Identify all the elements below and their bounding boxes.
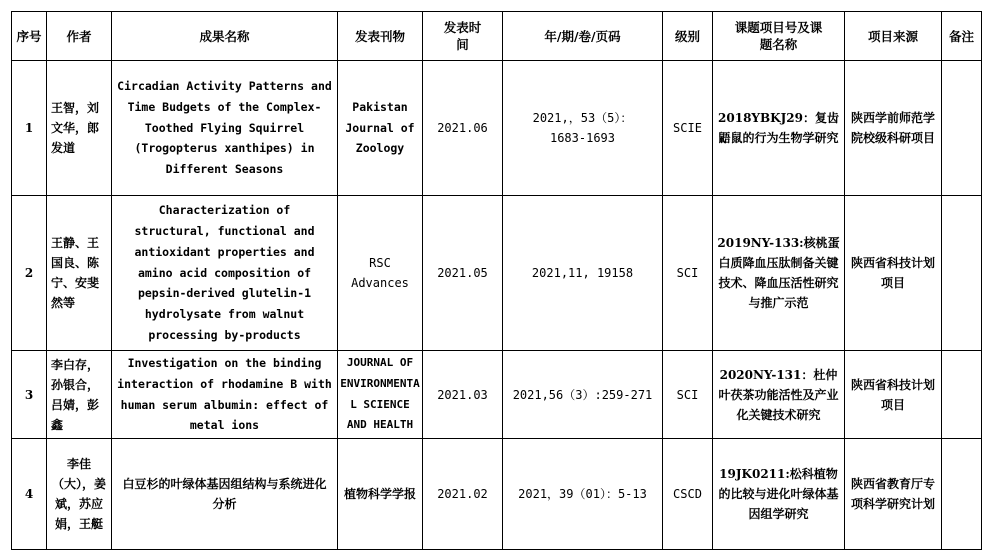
row-pub-time: 2021.03 <box>423 351 503 439</box>
row-project: 2018YBKJ29：复齿鼯鼠的行为生物学研究 <box>713 61 845 196</box>
row-source: 陕西学前师范学院校级科研项目 <box>845 61 942 196</box>
row-pub-time: 2021.06 <box>423 61 503 196</box>
row-issue: 2021,，53（5）：1683-1693 <box>503 61 663 196</box>
table-row <box>12 196 982 351</box>
row-remark <box>942 61 982 196</box>
row-issue: 2021,56（3）:259-271 <box>503 351 663 439</box>
row-level: SCIE <box>663 61 713 196</box>
row-title: Characterization of structural, functional and antioxidant properties and amino acid composition of pepsin-derived glutelin-1 hydrolysate from walnut processing by-products <box>112 196 338 351</box>
table-row <box>12 439 982 550</box>
header-row <box>12 12 982 61</box>
row-author: 李佳（大），姜斌，苏应娟，王艇 <box>47 439 112 550</box>
header-author: 作者 <box>47 12 112 61</box>
row-journal: JOURNAL OF ENVIRONMENTAL SCIENCE AND HEALTH <box>338 351 423 439</box>
header-project: 课题项目号及课题名称 <box>713 12 845 61</box>
row-seq: 4 <box>12 439 47 550</box>
header-level: 级别 <box>663 12 713 61</box>
row-issue: 2021，39（01）：5-13 <box>503 439 663 550</box>
row-project: 2020NY-131：杜仲叶茯茶功能活性及产业化关键技术研究 <box>713 351 845 439</box>
row-project: 2019NY-133:核桃蛋白质降血压肽制备关键技术、降血压活性研究与推广示范 <box>713 196 845 351</box>
row-source: 陕西省科技计划项目 <box>845 351 942 439</box>
row-source: 陕西省科技计划项目 <box>845 196 942 351</box>
row-project: 19JK0211:松科植物的比较与进化叶绿体基因组学研究 <box>713 439 845 550</box>
row-seq: 3 <box>12 351 47 439</box>
header-title: 成果名称 <box>112 12 338 61</box>
header-remark: 备注 <box>942 12 982 61</box>
table-row <box>12 351 982 439</box>
row-author: 李白存，孙银合，吕婧，彭鑫 <box>47 351 112 439</box>
row-pub-time: 2021.05 <box>423 196 503 351</box>
row-remark <box>942 439 982 550</box>
row-author: 王智，刘文华，郎发道 <box>47 61 112 196</box>
row-remark <box>942 351 982 439</box>
row-level: CSCD <box>663 439 713 550</box>
header-issue: 年/期/卷/页码 <box>503 12 663 61</box>
row-title: Investigation on the binding interaction of rhodamine B with human serum albumin: effect of metal ions <box>112 351 338 439</box>
row-journal: Pakistan Journal of Zoology <box>338 61 423 196</box>
row-remark <box>942 196 982 351</box>
header-journal: 发表刊物 <box>338 12 423 61</box>
header-pub-time: 发表时间 <box>423 12 503 61</box>
row-seq: 1 <box>12 61 47 196</box>
row-journal: RSC Advances <box>338 196 423 351</box>
row-title: 白豆杉的叶绿体基因组结构与系统进化分析 <box>112 439 338 550</box>
row-title: Circadian Activity Patterns and Time Budgets of the Complex-Toothed Flying Squirrel (Trogopterus xanthipes) in Different Seasons <box>112 61 338 196</box>
row-level: SCI <box>663 196 713 351</box>
row-author: 王静、王国良、陈宁、安斐然等 <box>47 196 112 351</box>
table-row <box>12 61 982 196</box>
row-seq: 2 <box>12 196 47 351</box>
achievements-table <box>11 11 982 550</box>
row-pub-time: 2021.02 <box>423 439 503 550</box>
row-source: 陕西省教育厅专项科学研究计划 <box>845 439 942 550</box>
header-source: 项目来源 <box>845 12 942 61</box>
header-seq: 序号 <box>12 12 47 61</box>
row-journal: 植物科学学报 <box>338 439 423 550</box>
row-level: SCI <box>663 351 713 439</box>
row-issue: 2021,11, 19158 <box>503 196 663 351</box>
